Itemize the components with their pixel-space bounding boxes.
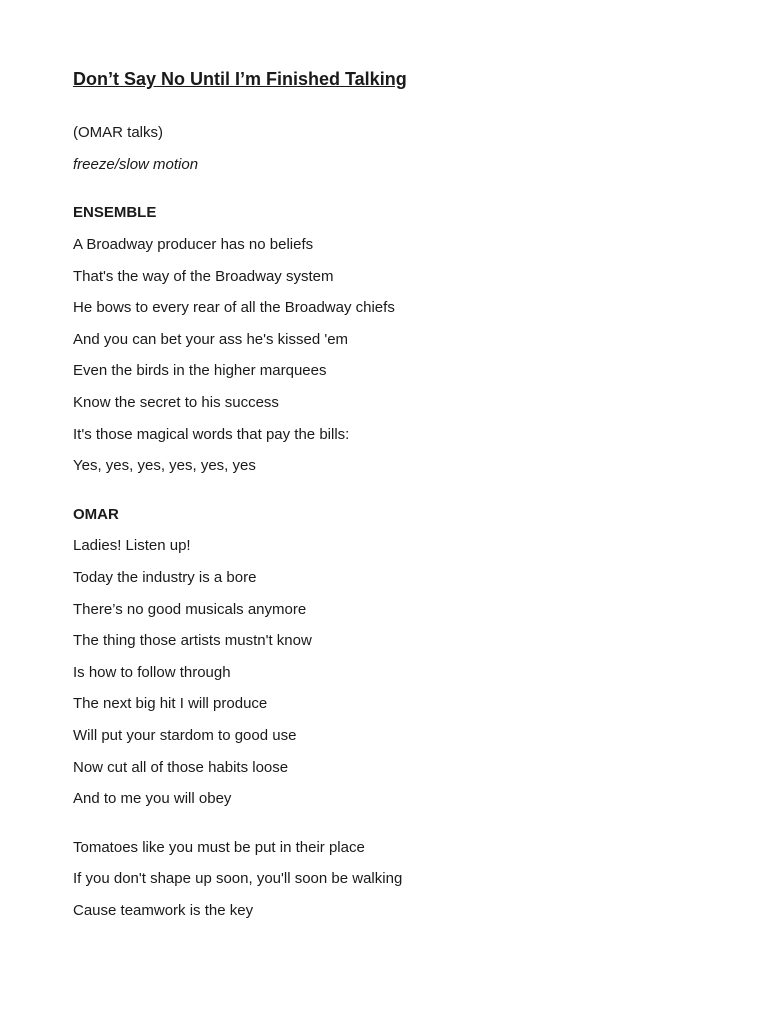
lyric-line: And to me you will obey bbox=[73, 790, 232, 807]
lyric-line: Is how to follow through bbox=[73, 664, 231, 681]
lyric-line: Know the secret to his success bbox=[73, 394, 279, 411]
lyric-line: A Broadway producer has no beliefs bbox=[73, 236, 314, 253]
lyric-line: Cause teamwork is the key bbox=[73, 902, 254, 919]
speaker-omar: OMAR bbox=[73, 506, 119, 523]
lyric-line: And you can bet your ass he's kissed 'em bbox=[73, 331, 349, 348]
speaker-ensemble: ENSEMBLE bbox=[73, 204, 157, 221]
lyric-line: Tomatoes like you must be put in their place bbox=[73, 839, 365, 856]
lyric-line: It's those magical words that pay the bills: bbox=[73, 426, 350, 443]
lyric-line: Today the industry is a bore bbox=[73, 569, 257, 586]
lyric-line: Will put your stardom to good use bbox=[73, 727, 297, 744]
lyric-line: Now cut all of those habits loose bbox=[73, 759, 289, 776]
lyric-line: Ladies! Listen up! bbox=[73, 537, 191, 554]
lyric-line: The thing those artists mustn't know bbox=[73, 632, 312, 649]
stage-direction-italic: freeze/slow motion bbox=[73, 156, 199, 173]
stage-direction: (OMAR talks) bbox=[73, 124, 163, 141]
lyric-line: He bows to every rear of all the Broadway chiefs bbox=[73, 299, 395, 316]
lyric-line: The next big hit I will produce bbox=[73, 695, 268, 712]
lyric-line: Yes, yes, yes, yes, yes, yes bbox=[73, 457, 256, 474]
lyric-line: There’s no good musicals anymore bbox=[73, 601, 307, 618]
lyric-line: Even the birds in the higher marquees bbox=[73, 362, 327, 379]
lyric-line: If you don't shape up soon, you'll soon be walking bbox=[73, 870, 403, 887]
song-title: Don’t Say No Until I’m Finished Talking bbox=[73, 69, 407, 89]
lyric-line: That's the way of the Broadway system bbox=[73, 268, 334, 285]
